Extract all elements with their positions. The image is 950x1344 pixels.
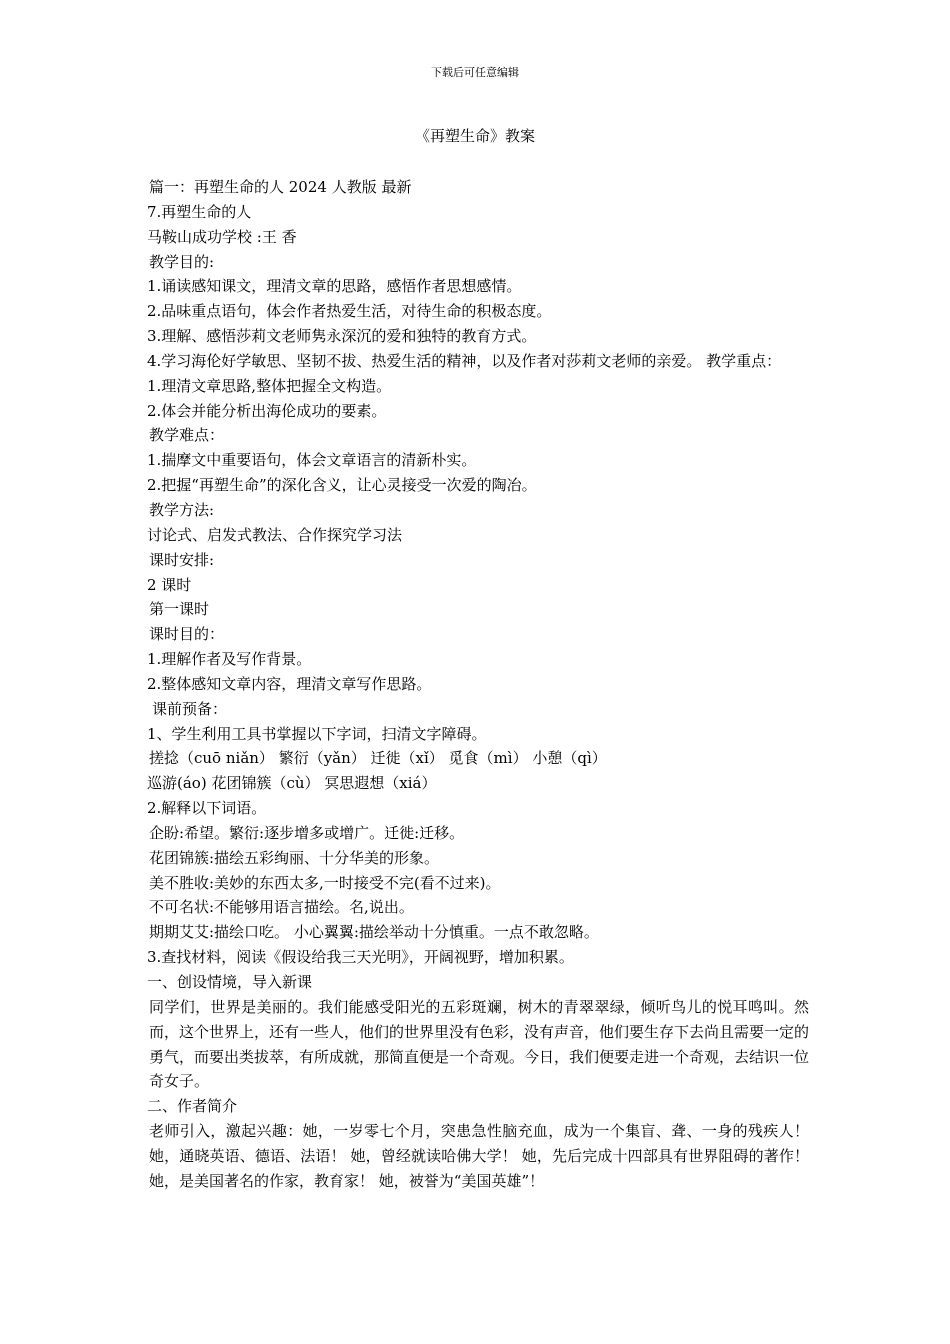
difficulty-item: 1.揣摩文中重要语句，体会文章语言的清新朴实。 <box>147 451 477 470</box>
heading-introduction: 一、创设情境，导入新课 <box>147 973 313 991</box>
definition-line: 美不胜收:美妙的东西太多,一时接受不完(看不过来)。 <box>149 873 501 892</box>
difficulty-item: 2.把握“再塑生命”的深化含义，让心灵接受一次爱的陶冶。 <box>147 476 537 495</box>
author-line: 马鞍山成功学校 :王 香 <box>147 227 297 246</box>
heading-first-period: 第一课时 <box>149 600 210 619</box>
heading-methods: 教学方法: <box>149 500 215 519</box>
vocab-line: 巡游(áo) 花团锦簇（cù） 冥思遐想（xiá） <box>147 774 437 793</box>
download-note: 下载后可任意编辑 <box>431 66 519 79</box>
heading-schedule: 课时安排: <box>149 550 215 569</box>
lesson-title: 7.再塑生命的人 <box>147 202 252 221</box>
definition-line: 期期艾艾:描绘口吃。 小心翼翼:描绘举动十分慎重。一点不敢忽略。 <box>149 923 599 942</box>
preparation-item: 3.查找材料，阅读《假设给我三天光明》，开阔视野，增加积累。 <box>147 948 574 967</box>
period-goal-item: 1.理解作者及写作背景。 <box>147 650 312 669</box>
key-point-item: 2.体会并能分析出海伦成功的要素。 <box>147 401 387 420</box>
heading-period-goals: 课时目的： <box>149 625 225 644</box>
heading-author-intro: 二、作者简介 <box>147 1097 238 1116</box>
introduction-paragraph: 同学们，世界是美丽的。我们能感受阳光的五彩斑斓，树木的青翠翠绿，倾听鸟儿的悦耳鸣叫。然而，这个世界上，还有一些人，他们的世界里没有色彩，没有声音，他们要生存下去尚且需要一定的勇气，而要出类拔萃，有所成就，那简直便是一个奇观。今日，我们便要走进一个奇观，去结识一位奇女子。 <box>149 997 810 1091</box>
period-goal-item: 2.整体感知文章内容，理清文章写作思路。 <box>147 674 432 693</box>
goal-item: 4.学习海伦好学敏思、坚韧不拔、热爱生活的精神，以及作者对莎莉文老师的亲爱。 教学重点： <box>147 351 782 370</box>
definition-line: 企盼:希望。繁衍:逐步增多或增广。迁徙:迁移。 <box>149 823 465 842</box>
methods-text: 讨论式、启发式教法、合作探究学习法 <box>147 525 403 544</box>
document-body <box>147 175 809 1194</box>
schedule-text: 2 课时 <box>147 575 192 594</box>
heading-difficulties: 教学难点： <box>149 426 225 445</box>
document-title: 《再塑生命》教案 <box>414 127 535 145</box>
definition-line: 花团锦簇:描绘五彩绚丽、十分华美的形象。 <box>149 848 440 867</box>
definition-line: 不可名状:不能够用语言描绘。名,说出。 <box>149 898 414 917</box>
preparation-item: 1、学生利用工具书掌握以下字词，扫清文字障碍。 <box>147 724 487 743</box>
author-intro-paragraph: 老师引入，激起兴趣：她，一岁零七个月，突患急性脑充血，成为一个集盲、聋、一身的残疾人！ 她，通晓英语、德语、法语！ 她，曾经就读哈佛大学！ 她，先后完成十四部具有世界阻碍的著作！ 她，是美国著名的作家，教育家！ 她，被誉为“美国英雄”！ <box>149 1122 809 1190</box>
preparation-item: 2.解释以下词语。 <box>147 799 267 818</box>
section-heading: 篇一：再塑生命的人 2024 人教版 最新 <box>149 178 412 196</box>
vocab-line: 搓捻（cuō niǎn） 繁衍（yǎn） 迁徙（xǐ） 觅食（mì） 小憩（qì） <box>149 749 607 768</box>
goal-item: 2.品味重点语句，体会作者热爱生活，对待生命的积极态度。 <box>147 302 552 321</box>
heading-preparation: 课前预备： <box>152 699 228 718</box>
goal-item: 3.理解、感悟莎莉文老师隽永深沉的爱和独特的教育方式。 <box>147 327 537 346</box>
goal-item: 1.诵读感知课文，理清文章的思路，感悟作者思想感情。 <box>147 277 522 296</box>
heading-teaching-goals: 教学目的: <box>149 252 215 271</box>
key-point-item: 1.理清文章思路,整体把握全文构造。 <box>147 376 392 395</box>
